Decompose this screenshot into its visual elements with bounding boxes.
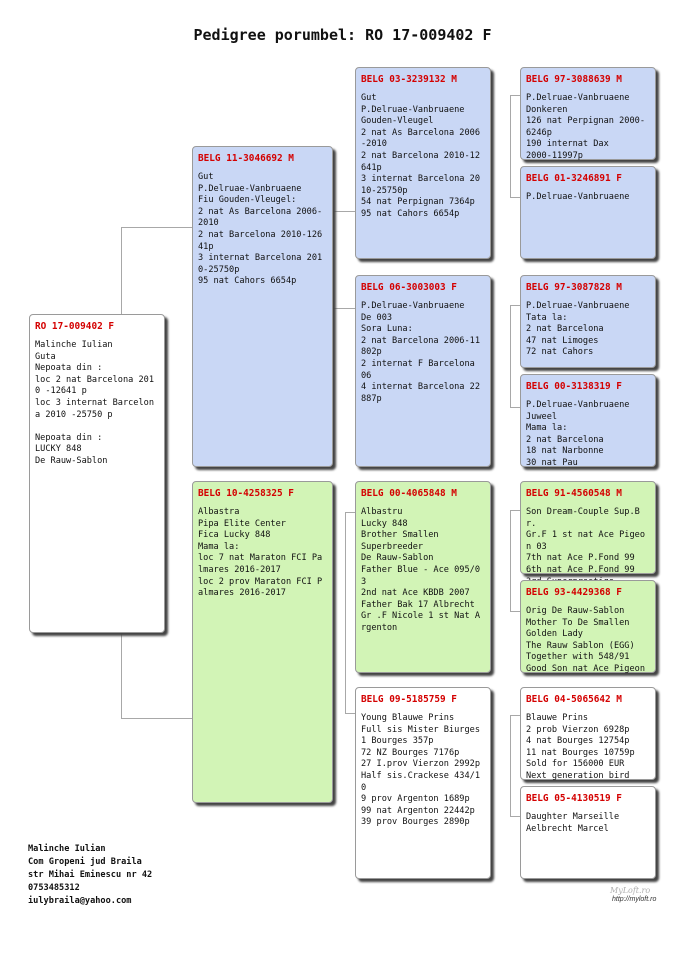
dam-ring-id: BELG 10-4258325 F: [198, 488, 294, 499]
great-grandparent-ring-id: BELG 93-4429368 F: [526, 587, 622, 598]
grandparent-card-sire-dam[interactable]: [355, 275, 491, 467]
owner-contact-block: [28, 843, 152, 908]
great-grandparent-card[interactable]: [520, 67, 656, 160]
connector-sire-bottom: [333, 308, 355, 310]
great-grandparent-details: P.Delruae-Vanbruaene Tata la: 2 nat Barcelona 47 nat Limoges 72 nat Cahors: [526, 301, 630, 358]
great-grandparent-card[interactable]: [520, 166, 656, 259]
grandparent-ring-id: BELG 09-5185759 F: [361, 694, 457, 705]
great-grandparent-details: Blauwe Prins 2 prob Vierzon 6928p 4 nat Bourges 12754p 11 nat Bourges 10759p Sold for 156000 EUR Next generation bird: [526, 713, 635, 781]
great-grandparent-details: P.Delruae-Vanbruaene: [526, 192, 630, 202]
connector-sire-top: [333, 211, 355, 213]
grandparent-ring-id: BELG 00-4065848 M: [361, 488, 457, 499]
grandparent-card-sire-sire[interactable]: [355, 67, 491, 259]
great-grandparent-ring-id: BELG 97-3088639 M: [526, 74, 622, 85]
great-grandparent-details: Daughter Marseille Aelbrecht Marcel: [526, 812, 620, 834]
grandparent-card-dam-sire[interactable]: [355, 481, 491, 673]
dam-card[interactable]: [192, 481, 333, 803]
owner-address-line-2: str Mihai Eminescu nr 42: [28, 870, 153, 880]
sire-card[interactable]: [192, 146, 333, 467]
subject-card[interactable]: [29, 314, 165, 633]
owner-phone: 0753485312: [28, 883, 80, 893]
page-title: Pedigree porumbel: RO 17-009402 F: [193, 26, 492, 44]
grandparent-details: P.Delruae-Vanbruaene De 003 Sora Luna: 2 nat Barcelona 2006-11802p 2 internat F Barcelona 06 4 internat Barcelona 22887p: [361, 301, 480, 404]
great-grandparent-ring-id: BELG 01-3246891 F: [526, 173, 622, 184]
great-grandparent-card[interactable]: [520, 275, 656, 368]
connector-sire-grandparents: [333, 211, 356, 308]
owner-email[interactable]: iulybraila@yahoo.com: [28, 896, 132, 906]
sire-details: Gut P.Delruae-Vanbruaene Fiu Gouden-Vleugel: 2 nat As Barcelona 2006-2010 2 nat Barcelona 2010-12641p 3 internat Barcelona 2010-25750p 95 nat Cahors 6654p: [198, 172, 323, 287]
great-grandparent-ring-id: BELG 91-4560548 M: [526, 488, 622, 499]
grandparent-card-dam-dam[interactable]: [355, 687, 491, 879]
great-grandparent-ring-id: BELG 00-3138319 F: [526, 381, 622, 392]
site-url-link[interactable]: http://myloft.ro: [612, 896, 657, 903]
grandparent-details: Gut P.Delruae-Vanbruaene Gouden-Vleugel 2 nat As Barcelona 2006-2010 2 nat Barcelona 2010-12641p 3 internat Barcelona 2010-25750p 54 nat Perpignan 7364p 95 nat Cahors 6654p: [361, 93, 480, 219]
subject-ring-id: RO 17-009402 F: [35, 321, 115, 332]
grandparent-details: Young Blauwe Prins Full sis Mister Biurges 1 Bourges 357p 72 NZ Bourges 7176p 27 I.prov Vierzon 2992p Half sis.Crackese 434/10 9 prov Argenton 1689p 99 nat Argenton 22442p 39 prov Bourges 2890p: [361, 713, 480, 828]
great-grandparent-details: P.Delruae-Vanbruaene Donkeren 126 nat Perpignan 2000-6246p 190 internat Dax 2000-11997p: [526, 93, 645, 161]
great-grandparent-details: Orig De Rauw-Sablon Mother To De Smallen Golden Lady The Rauw Sablon (EGG) Together with 548/91 Good Son nat Ace Pigeon: [526, 606, 645, 674]
grandparent-details: Albastru Lucky 848 Brother Smallen Superbreeder De Rauw-Sablon Father Blue - Ace 095/03 2nd nat Ace KBDB 2007 Father Bak 17 Albrecht Gr .F Nicole 1 st Nat Argenton: [361, 507, 480, 633]
owner-name: Malinche Iulian: [28, 844, 106, 854]
great-grandparent-details: P.Delruae-Vanbruaene Juweel Mama la: 2 nat Barcelona 18 nat Narbonne 30 nat Pau: [526, 400, 630, 468]
grandparent-ring-id: BELG 03-3239132 M: [361, 74, 457, 85]
subject-details: Malinche Iulian Guta Nepoata din : loc 2 nat Barcelona 2010 -12641 p loc 3 internat Barcelona 2010 -25750 p Nepoata din : LUCKY 848 De Rauw-Sablon: [35, 340, 154, 466]
site-logo: MyLoft.ro: [610, 886, 651, 895]
great-grandparent-card[interactable]: [520, 481, 656, 574]
sire-ring-id: BELG 11-3046692 M: [198, 153, 294, 164]
great-grandparent-card[interactable]: [520, 374, 656, 467]
grandparent-ring-id: BELG 06-3003003 F: [361, 282, 457, 293]
great-grandparent-ring-id: BELG 04-5065642 M: [526, 694, 622, 705]
dam-details: Albastra Pipa Elite Center Fica Lucky 848 Mama la: loc 7 nat Maraton FCI Palmares 2016-2017 loc 2 prov Maraton FCI Palmares 2016-2017: [198, 507, 323, 599]
great-grandparent-card[interactable]: [520, 687, 656, 780]
owner-address-line-1: Com Gropeni jud Braila: [28, 857, 142, 867]
great-grandparent-card[interactable]: [520, 786, 656, 879]
great-grandparent-ring-id: BELG 05-4130519 F: [526, 793, 622, 804]
great-grandparent-details: Son Dream-Couple Sup.Br. Gr.F 1 st nat Ace Pigeon 03 7th nat Ace P.Fond 99 6th nat Ace P.Fond 99: [526, 507, 645, 575]
great-grandparent-card[interactable]: [520, 580, 656, 673]
great-grandparent-ring-id: BELG 97-3087828 M: [526, 282, 622, 293]
